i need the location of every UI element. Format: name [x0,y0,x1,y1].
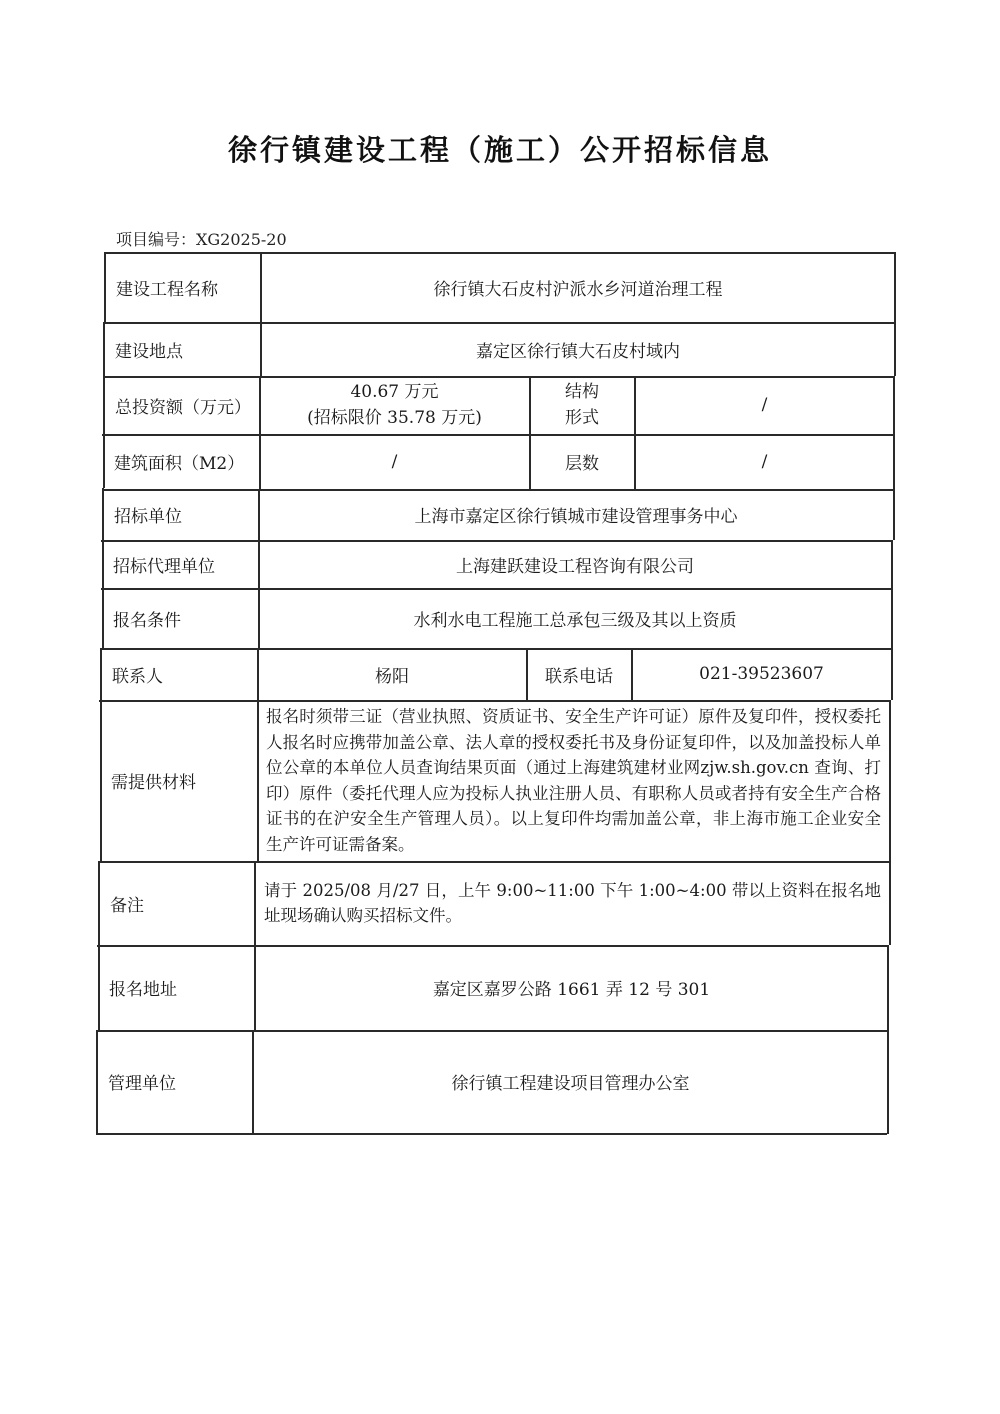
investment-amount: 40.67 万元 [350,382,439,402]
label-floors: 层数 [565,454,599,474]
label-area: 建筑面积（M2） [114,454,245,474]
value-investment [260,376,529,434]
label-tender-unit: 招标单位 [114,507,182,527]
label-structure: 结构 形式 [565,382,599,428]
label-conditions: 报名条件 [113,610,181,631]
label-project-name: 建设工程名称 [116,279,218,300]
value-remarks: 请于 2025/08 月/27 日，上午 9:00~11:00 下午 1:00~4:00 带以上资料在报名地址现场确认购买招标文件。 [264,880,881,925]
label-contact: 联系人 [112,666,163,687]
value-phone: 021-39523607 [699,664,824,684]
value-floors: / [761,451,768,472]
page-title: 徐行镇建设工程（施工）公开招标信息 [227,133,772,167]
value-area: / [391,451,398,472]
value-structure: / [761,395,768,415]
value-conditions: 水利水电工程施工总承包三级及其以上资质 [413,610,737,631]
label-management: 管理单位 [108,1074,176,1094]
label-materials: 需提供材料 [111,773,196,793]
label-address: 报名地址 [109,980,177,1000]
label-investment: 总投资额（万元） [115,397,251,418]
investment-limit: (招标限价 35.78 万元) [307,408,482,428]
value-tender-unit: 上海市嘉定区徐行镇城市建设管理事务中心 [414,507,738,527]
project-number: 项目编号：XG2025-20 [116,230,287,249]
value-agent: 上海建跃建设工程咨询有限公司 [456,556,694,577]
value-address: 嘉定区嘉罗公路 1661 弄 12 号 301 [432,980,711,1000]
value-project-name: 徐行镇大石皮村沪派水乡河道治理工程 [433,279,723,300]
label-location: 建设地点 [115,341,183,362]
value-contact: 杨阳 [375,666,409,687]
label-phone: 联系电话 [545,666,613,687]
value-management: 徐行镇工程建设项目管理办公室 [451,1074,690,1094]
label-agent: 招标代理单位 [113,556,215,577]
value-materials: 报名时须带三证（营业执照、资质证书、安全生产许可证）原件及复印件，授权委托人报名时应携带加盖公章、法人章的授权委托书及身份证复印件，以及加盖投标人单位公章的本单位人员查询结果页面（通过上海建筑建材业网zjw.sh.gov.cn 查询、打印）原件（委托代理人应为投标人执业注册人员、有职称人员或者持有安全生产合格证书的在沪安全生产管理人员）。以上复印件均需加盖公章，非上海市施工企业安全生产许可证需备案。 [266,707,881,854]
label-remarks: 备注 [110,895,144,916]
value-location: 嘉定区徐行镇大石皮村域内 [476,341,680,362]
